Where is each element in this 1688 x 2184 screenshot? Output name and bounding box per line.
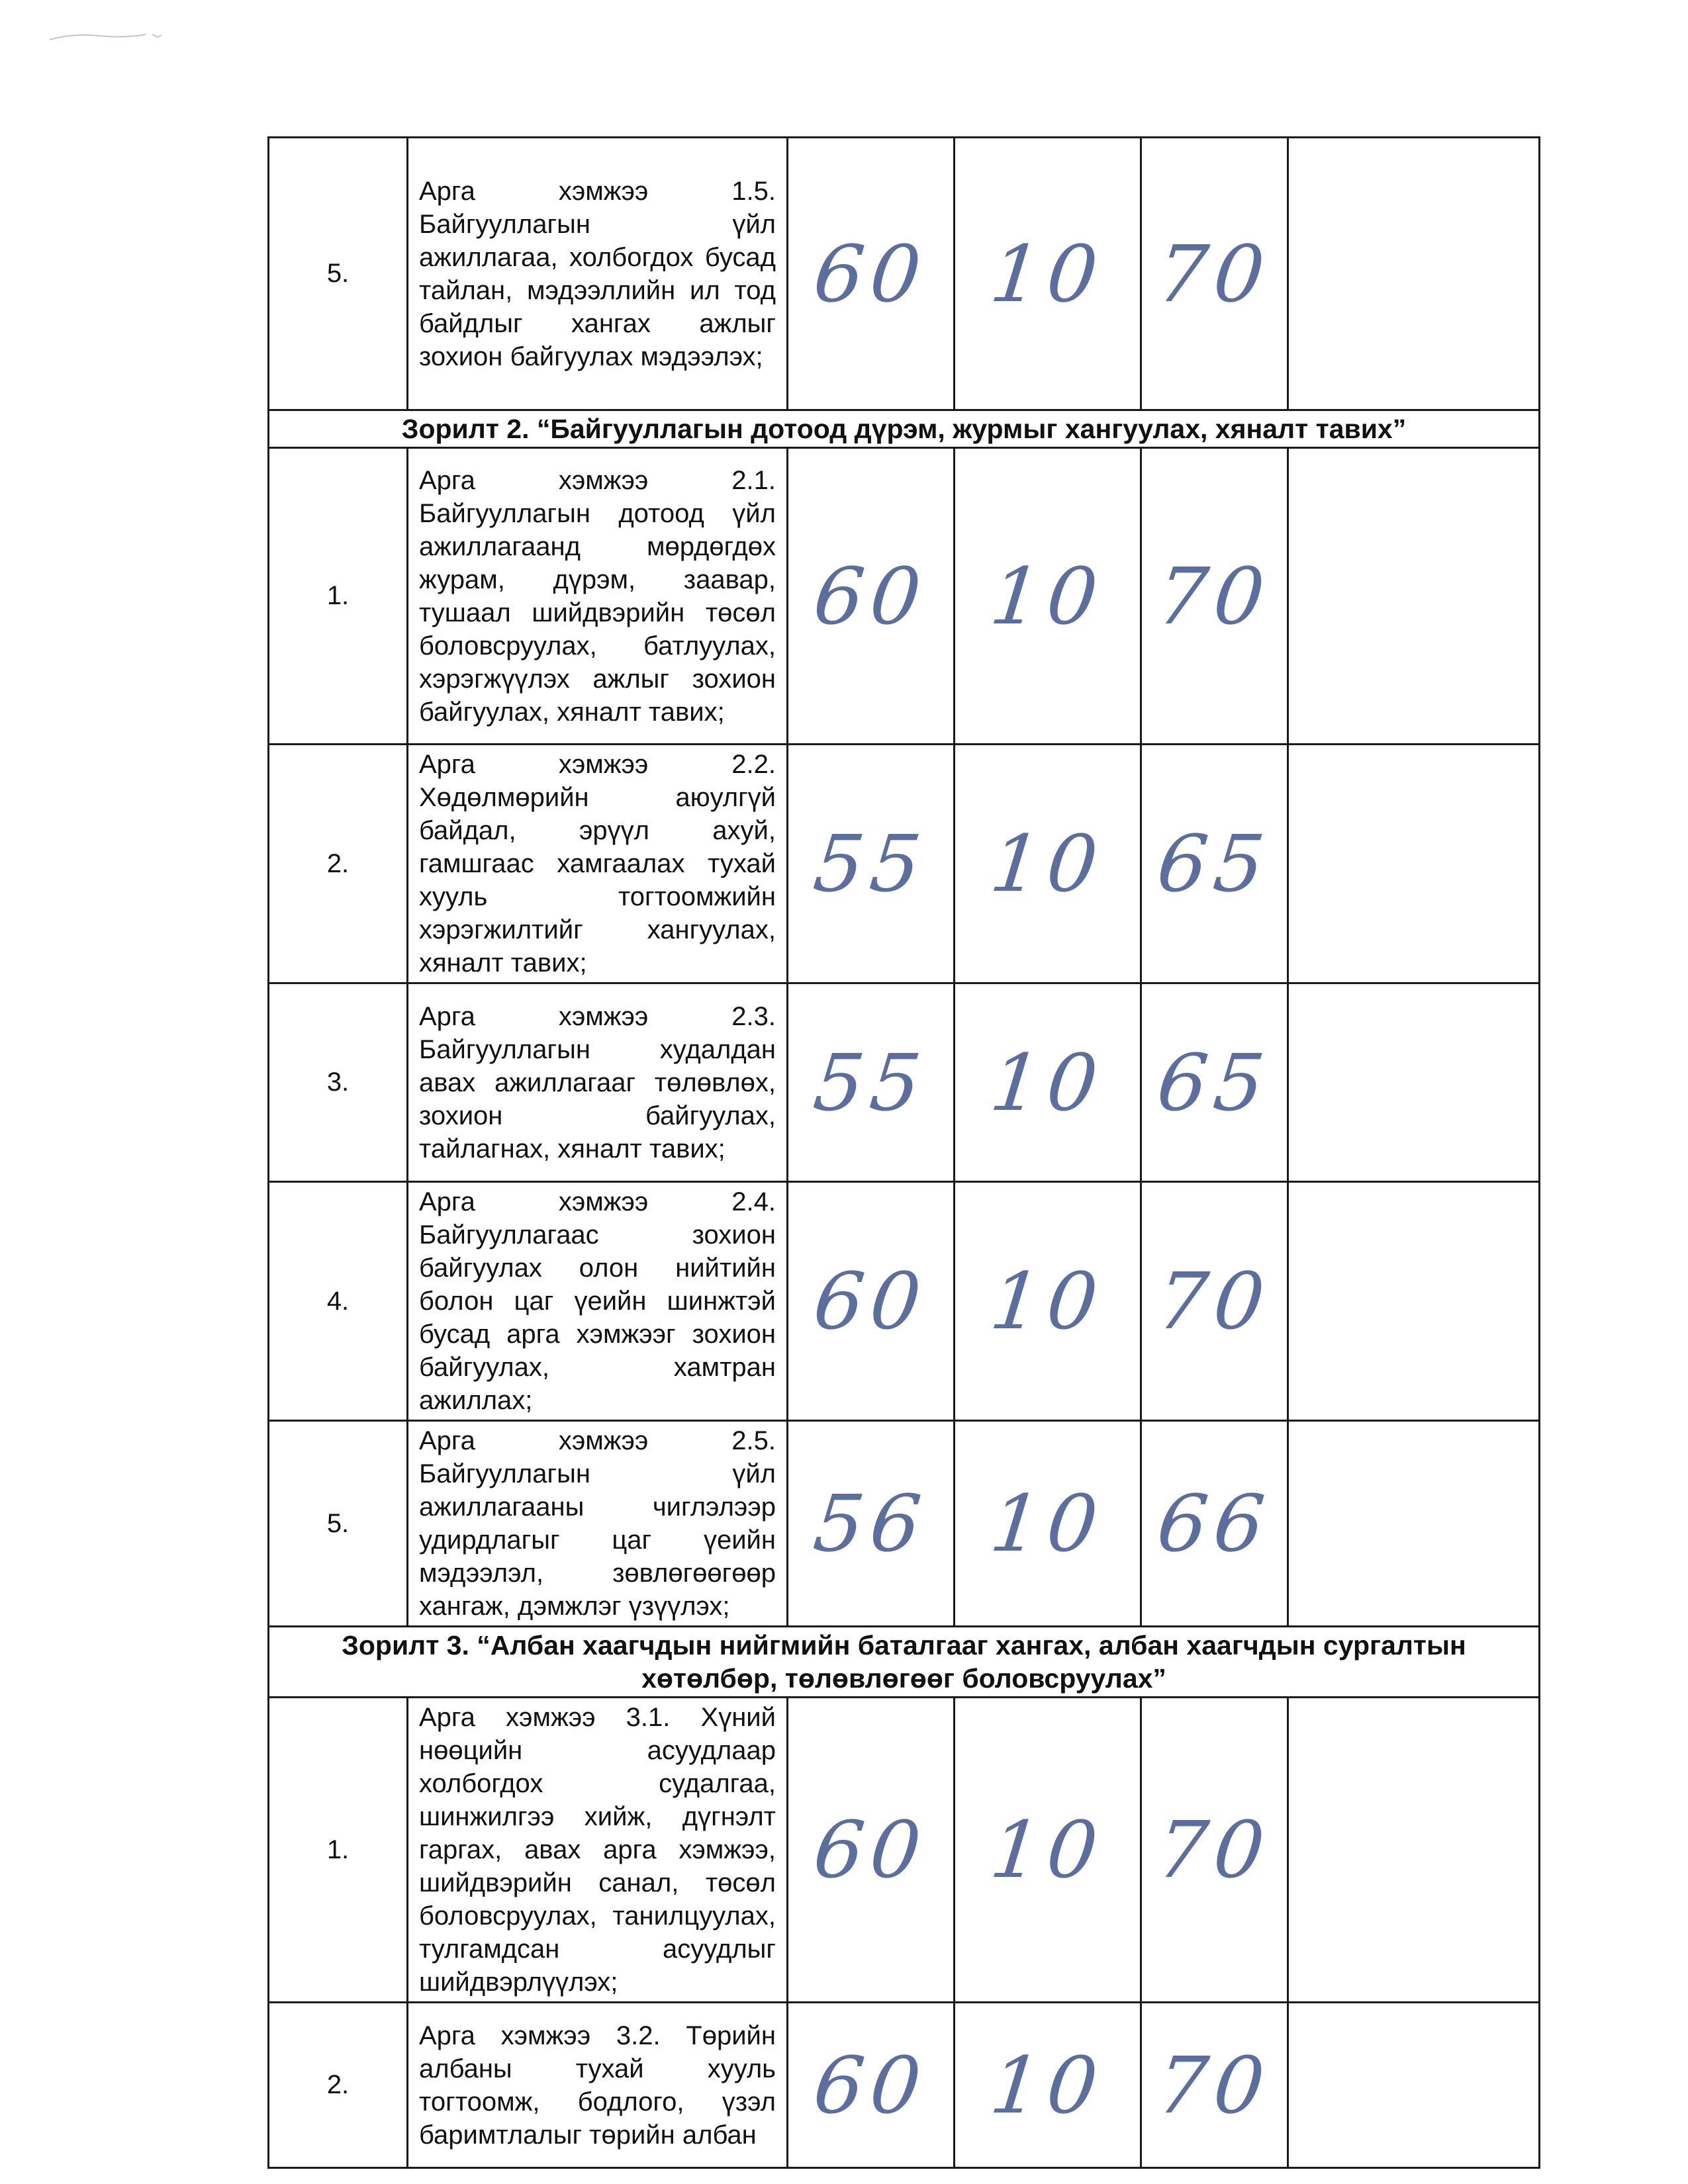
score-1: 60 (810, 2039, 932, 2131)
score-1: 55 (810, 1036, 932, 1128)
score-1: 60 (810, 228, 932, 320)
measure-description: Арга хэмжээ 1.5. Байгууллагын үйл ажиллагаа, холбогдох бусад тайлан, мэдээллийн ил тод байдлыг хангах ажлыг зохион байгуулах мэдээлэх; (408, 138, 788, 410)
measure-description: Арга хэмжээ 2.4. Байгууллагаас зохион байгуулах олон нийтийн болон цаг үеийн шинжтэй бусад арга хэмжээг зохион байгуулах, хамтран ажиллах; (408, 1182, 788, 1421)
score-total: 70 (1153, 2039, 1276, 2131)
table-row (269, 983, 1540, 1182)
table-row (269, 1182, 1540, 1421)
section-header (269, 410, 1540, 448)
row-number: 4. (269, 1182, 408, 1421)
row-number: 3. (269, 983, 408, 1182)
measure-description: Арга хэмжээ 2.3. Байгууллагын худалдан авах ажиллагааг төлөвлөх, зохион байгуулах, тайлагнах, хяналт тавих; (408, 983, 788, 1182)
measure-description: Арга хэмжээ 2.1. Байгууллагын дотоод үйл ажиллагаанд мөрдөгдөх журам, дүрэм, заавар, тушаал шийдвэрийн төсөл боловсруулах, батлуулах, хэрэгжүүлэх ажлыг зохион байгуулах, хяналт тавих; (408, 448, 788, 745)
table-row (269, 1698, 1540, 2003)
empty-cell (1288, 2003, 1540, 2168)
table-row (269, 2003, 1540, 2168)
empty-cell (1288, 745, 1540, 983)
score-2: 10 (986, 1255, 1109, 1347)
measure-description: Арга хэмжээ 3.1. Хүний нөөцийн асуудлаар холбогдох судалгаа, шинжилгээ хийж, дүгнэлт гаргах, авах арга хэмжээ, шийдвэрийн санал, төсөл боловсруулах, танилцуулах, тулгамдсан асуудлыг шийдвэрлүүлэх; (408, 1698, 788, 2003)
score-total: 65 (1153, 1036, 1276, 1128)
section-header (269, 1627, 1540, 1698)
score-2: 10 (986, 1036, 1109, 1128)
score-1: 60 (810, 550, 932, 642)
score-2: 10 (986, 228, 1109, 320)
measure-description: Арга хэмжээ 2.5. Байгууллагын үйл ажиллагааны чиглэлээр удирдлагыг цаг үеийн мэдээлэл, зөвлөгөөгөөр хангаж, дэмжлэг үзүүлэх; (408, 1421, 788, 1627)
score-total: 70 (1153, 228, 1276, 320)
empty-cell (1288, 1182, 1540, 1421)
measure-description: Арга хэмжээ 2.2. Хөдөлмөрийн аюулгүй байдал, эрүүл ахуй, гамшгаас хамгаалах тухай хууль тогтоомжийн хэрэгжилтийг хангуулах, хяналт тавих; (408, 745, 788, 983)
score-total: 70 (1153, 550, 1276, 642)
score-2: 10 (986, 1478, 1109, 1569)
empty-cell (1288, 448, 1540, 745)
score-total: 65 (1153, 818, 1276, 909)
score-2: 10 (986, 818, 1109, 909)
measure-description: Арга хэмжээ 3.2. Төрийн албаны тухай хууль тогтоомж, бодлого, үзэл баримтлалыг төрийн албан (408, 2003, 788, 2168)
table-row (269, 1421, 1540, 1627)
assessment-table (267, 136, 1540, 2169)
section-title: Зорилт 2. “Байгууллагын дотоод дүрэм, журмыг хангуулах, хяналт тавих” (269, 410, 1540, 448)
score-2: 10 (986, 550, 1109, 642)
empty-cell (1288, 983, 1540, 1182)
score-1: 60 (810, 1255, 932, 1347)
row-number: 5. (269, 1421, 408, 1627)
row-number: 1. (269, 1698, 408, 2003)
score-1: 60 (810, 1804, 932, 1895)
score-1: 56 (810, 1478, 932, 1569)
table-row (269, 745, 1540, 983)
row-number: 5. (269, 138, 408, 410)
table-row (269, 448, 1540, 745)
empty-cell (1288, 1421, 1540, 1627)
section-title: Зорилт 3. “Албан хаагчдын нийгмийн баталгааг хангах, албан хаагчдын сургалтын хөтөлбөр, төлөвлөгөөг боловсруулах” (269, 1627, 1540, 1698)
score-2: 10 (986, 2039, 1109, 2131)
score-1: 55 (810, 818, 932, 909)
scan-smudge (46, 26, 179, 46)
score-total: 66 (1153, 1478, 1276, 1569)
score-total: 70 (1153, 1804, 1276, 1895)
row-number: 2. (269, 745, 408, 983)
score-2: 10 (986, 1804, 1109, 1895)
row-number: 2. (269, 2003, 408, 2168)
empty-cell (1288, 1698, 1540, 2003)
table-row (269, 138, 1540, 410)
row-number: 1. (269, 448, 408, 745)
empty-cell (1288, 138, 1540, 410)
score-total: 70 (1153, 1255, 1276, 1347)
